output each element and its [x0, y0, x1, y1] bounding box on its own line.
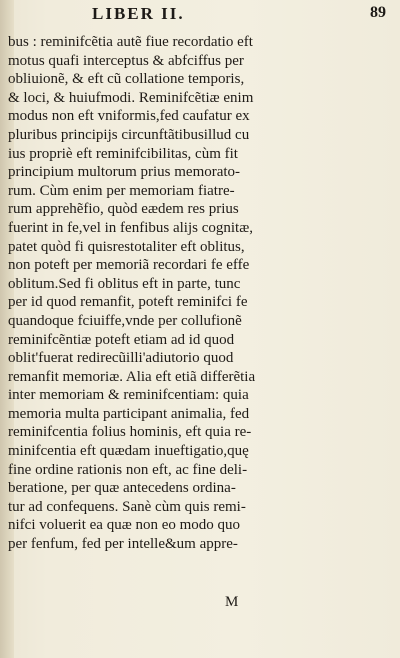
text-line: oblit'fuerat redirecũilli'adiutorio quod	[8, 350, 234, 367]
text-line: rum. Cùm enim per memoriam fiatre-	[8, 182, 235, 199]
text-line: obliuionẽ, & eft cũ collatione temporis,	[8, 71, 245, 88]
text-line: tur ad confequens. Sanè cùm quis remi-	[8, 498, 246, 515]
text-line: reminifcentia folius hominis, eft quia re-	[8, 424, 252, 441]
text-line: remanfit memoriæ. Alia eft etiã differẽtia	[8, 368, 256, 385]
text-line: pluribus principijs circunftãtibusillud cu	[8, 126, 250, 143]
text-line: fuerint in fe,vel in fenfibus alijs cognitæ,	[8, 219, 253, 236]
text-line: nifci voluerit ea quæ non eo modo quo	[8, 517, 241, 534]
text-line: beratione, per quæ antecedens ordina-	[8, 480, 236, 497]
text-line: memoria multa participant animalia, fed	[8, 405, 250, 422]
text-line: rum apprehẽfio, quòd eædem res prius	[8, 201, 239, 218]
page-header	[0, 4, 400, 30]
text-line: & loci, & huiufmodi. Reminifcẽtiæ enim	[8, 89, 254, 106]
text-line: reminifcẽntiæ poteft etiam ad id quod	[8, 331, 235, 348]
text-line: oblitum.Sed fi oblitus eft in parte, tunc	[8, 275, 241, 292]
text-line: patet quòd fi quisrestotaliter eft oblitus,	[8, 238, 245, 255]
signature-mark: M	[225, 594, 239, 610]
text-line: minifcentia eft quædam inueftigatio,quę	[8, 443, 249, 460]
text-line: quandoque fciuiffe,vnde per collufionẽ	[8, 312, 242, 329]
running-head: LIBER II.	[92, 4, 185, 23]
body-text	[8, 33, 396, 554]
text-line: modus non eft vniformis,fed caufatur ex	[8, 108, 250, 125]
text-line: ius propriè eft reminifcibilitas, cùm fit	[8, 145, 238, 162]
text-line: principium multorum prius memorato-	[8, 164, 241, 181]
text-line: fine ordine rationis non eft, ac fine deli-	[8, 461, 248, 478]
text-line: per id quod remanfit, poteft reminifci fe	[8, 294, 248, 311]
text-line: inter memoriam & reminifcentiam: quia	[8, 387, 249, 404]
text-line: bus : reminifcẽtia autẽ fiue recordatio eft	[8, 34, 253, 50]
text-line: per fenfum, fed per intelle&um appre-	[8, 536, 238, 553]
text-line: motus quafi interceptus & abfciffus per	[8, 52, 244, 69]
page-number: 89	[370, 4, 386, 21]
text-line: non poteft per memoriã recordari fe effe	[8, 257, 250, 274]
